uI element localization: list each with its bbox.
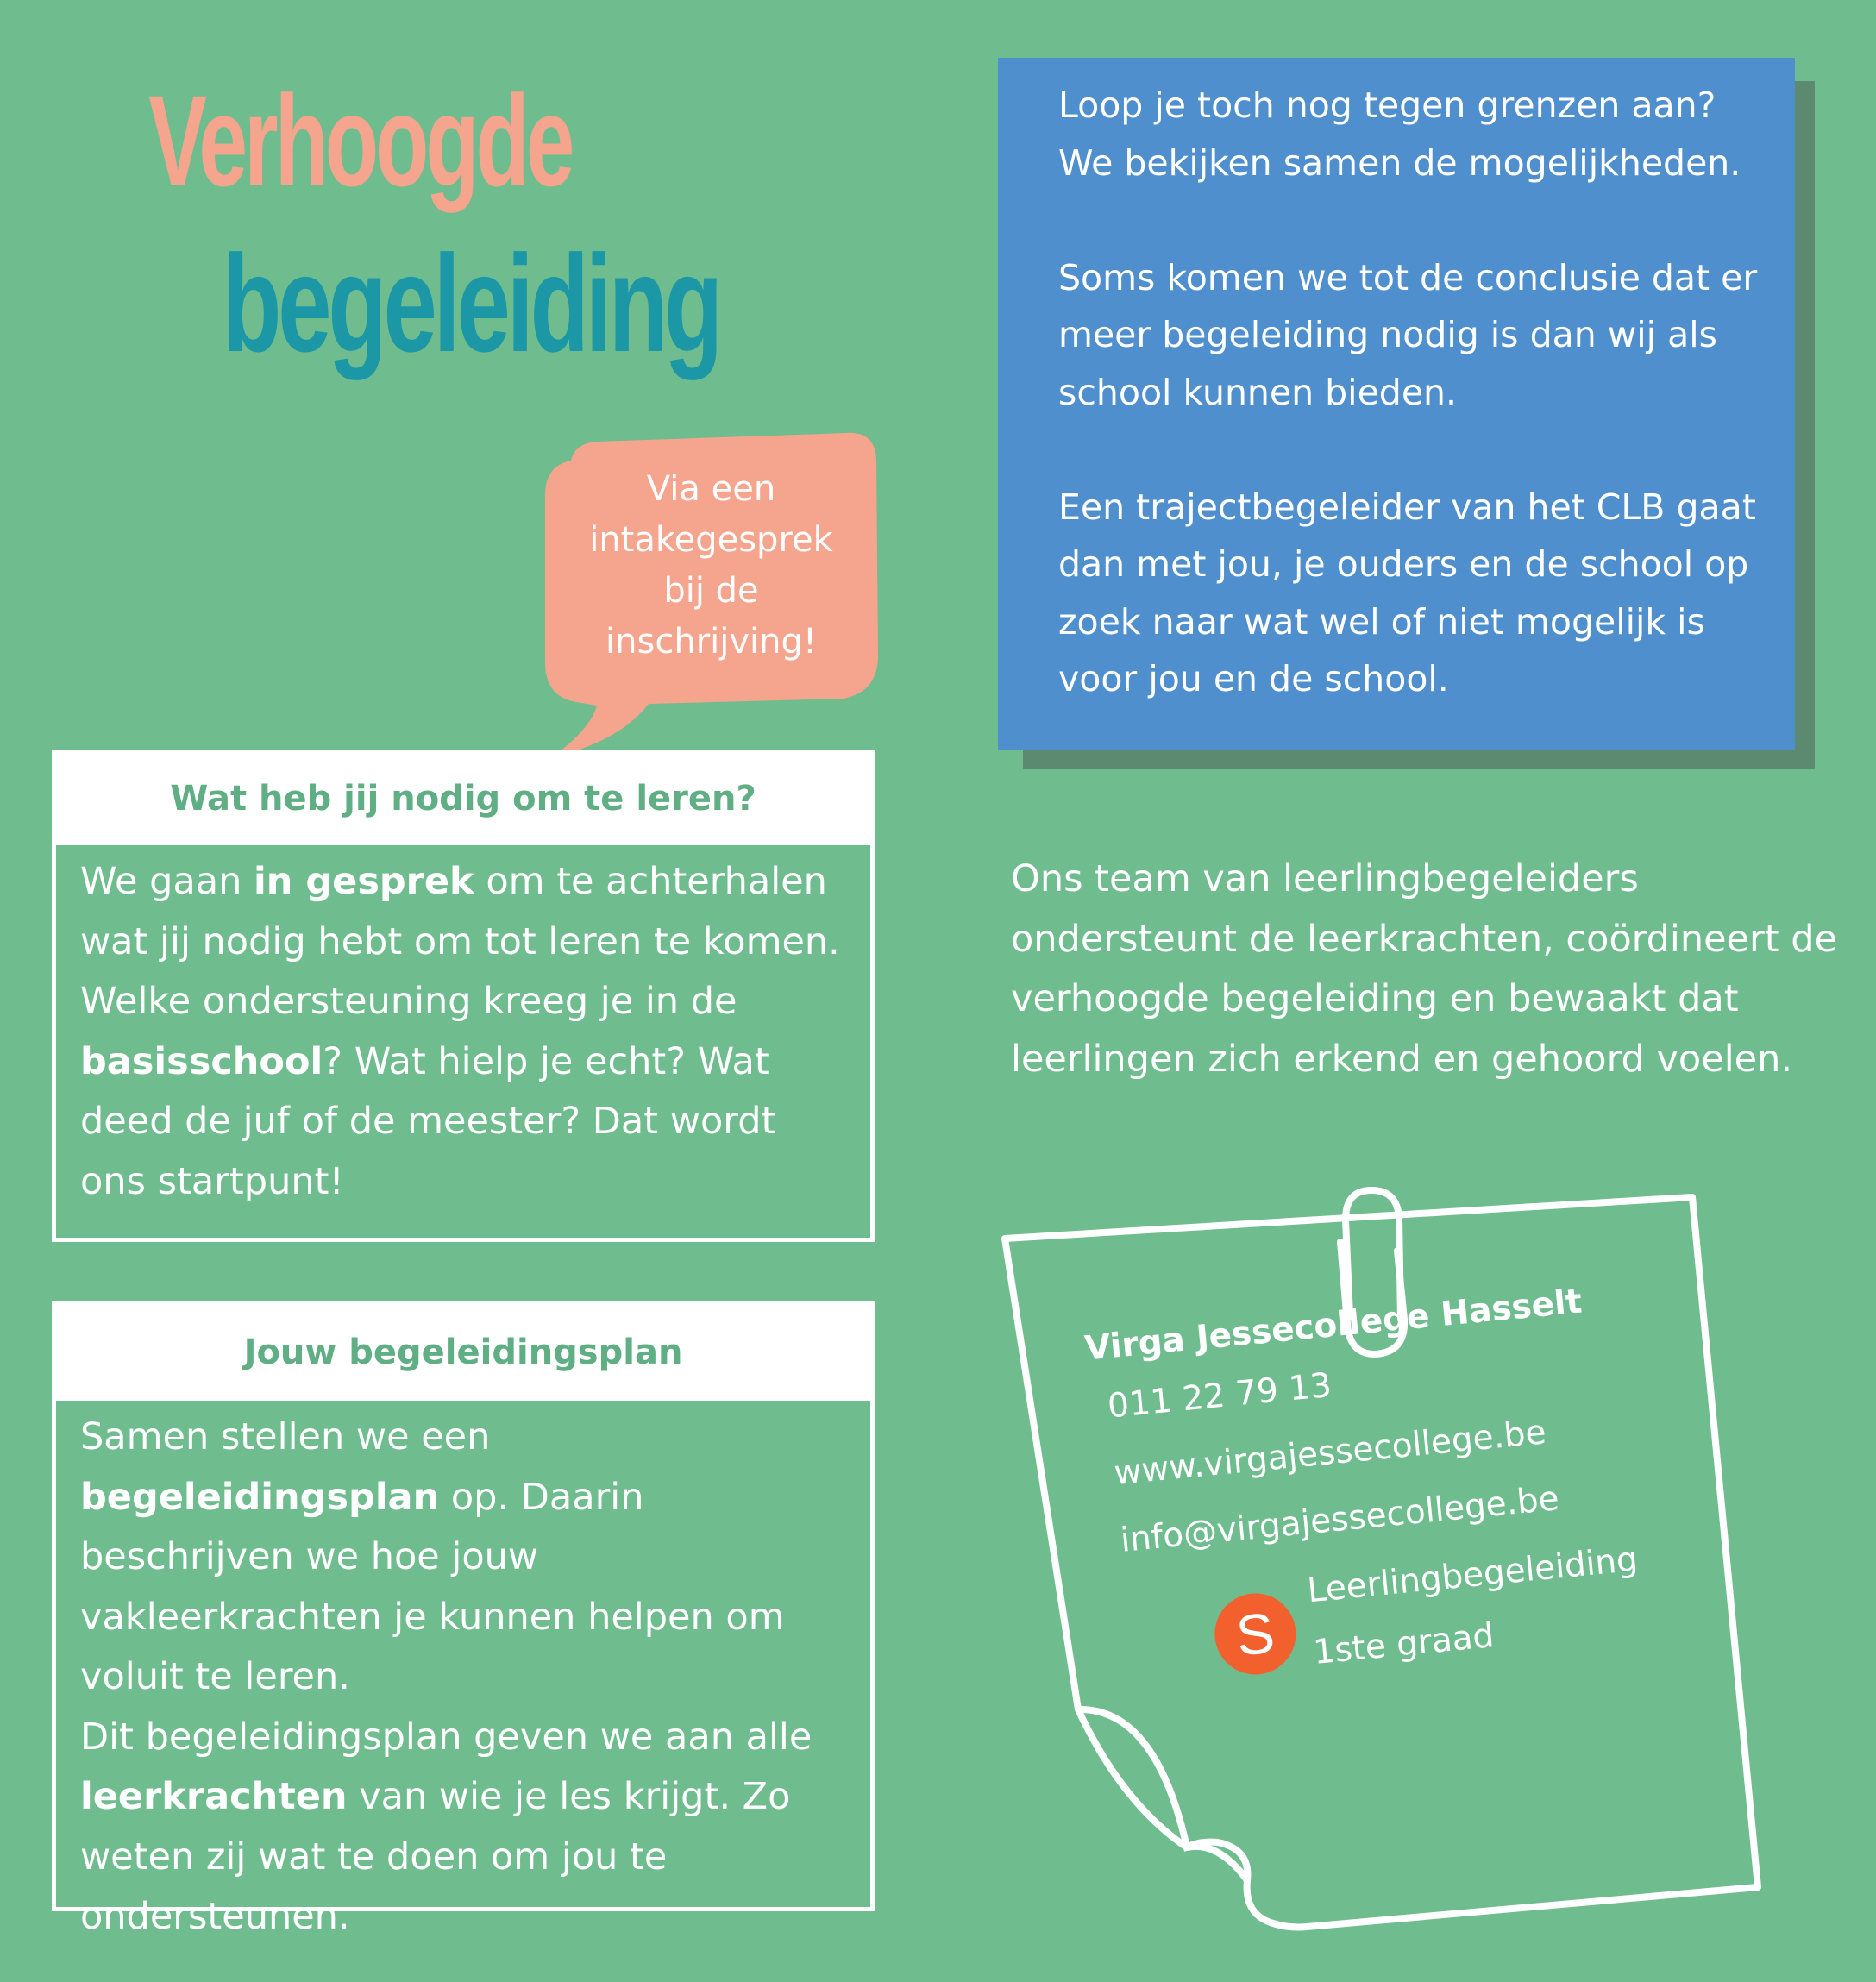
body-text: ? Wat hielp je echt? Wat deed de juf of de meester? Dat wordt ons startpunt! [80, 1039, 776, 1203]
bubble-line: bij de [663, 571, 759, 611]
email-link[interactable]: info@virgajessecollege.be [1119, 1479, 1561, 1560]
emphasis-text: leerkrachten [80, 1775, 348, 1818]
clb-paragraph: Een trajectbegeleider van het CLB gaat dan met jou, je ouders en de school op zoek naar wat wel of niet mogelijk is voor jou en de school. [1058, 486, 1756, 699]
body-text: Dit begeleidingsplan geven we aan alle [80, 1715, 813, 1759]
plan-heading: Jouw begeleidingsplan [56, 1306, 870, 1401]
emphasis-text: begeleidingsplan [80, 1475, 440, 1519]
bubble-line: Via een [646, 469, 776, 509]
clb-paragraph: Soms komen we tot de conclusie dat er meer begeleiding nodig is dan wij als school kunnen bieden. [1058, 256, 1758, 413]
needs-heading: Wat heb jij nodig om te leren? [56, 754, 870, 845]
body-text: van wie je les krijgt. Zo weten zij wat te doen om jou te ondersteunen. [80, 1775, 791, 1938]
body-text: We gaan [80, 860, 254, 903]
team-paragraph: Ons team van leerlingbegeleiders ondersteunt de leerkrachten, coördineert de verhoogde begeleiding en bewaakt dat leerlingen zich erkend en gehoord voelen. [1011, 857, 1837, 1081]
brand-line: 1ste graad [1311, 1616, 1496, 1672]
s-logo-icon: S [1211, 1590, 1300, 1678]
needs-section [52, 750, 875, 1242]
speech-bubble-text [562, 464, 860, 668]
title-line-2: begeleiding [223, 226, 720, 380]
clb-info-panel [998, 58, 1795, 750]
bubble-line: inschrijving! [605, 622, 817, 662]
plan-section [52, 1301, 875, 1938]
contact-note [1082, 1273, 1651, 1700]
emphasis-text: in gesprek [254, 860, 474, 903]
needs-body [60, 845, 867, 1212]
title-line-1: Verhoogde [148, 68, 572, 213]
school-name: Virga Jessecollege Hasselt [1082, 1282, 1584, 1369]
website-link[interactable]: www.virgajessecollege.be [1112, 1413, 1548, 1494]
body-text: op. Daarin beschrijven we hoe jouw vakleerkrachten je kunnen helpen om voluit te leren. [80, 1475, 785, 1698]
brand-line: Leerlingbegeleiding [1305, 1540, 1640, 1611]
plan-body [60, 1401, 867, 1948]
body-text: om te achterhalen wat jij nodig hebt om tot leren te komen. Welke ondersteuning kreeg je in de [80, 860, 840, 1023]
clb-paragraph: Loop je toch nog tegen grenzen aan? We bekijken samen de mogelijkheden. [1058, 85, 1741, 184]
bubble-line: intakegesprek [589, 520, 833, 560]
emphasis-text: basisschool [80, 1039, 323, 1083]
phone-number[interactable]: 011 22 79 13 [1106, 1365, 1333, 1427]
body-text: Samen stellen we een [80, 1415, 491, 1458]
